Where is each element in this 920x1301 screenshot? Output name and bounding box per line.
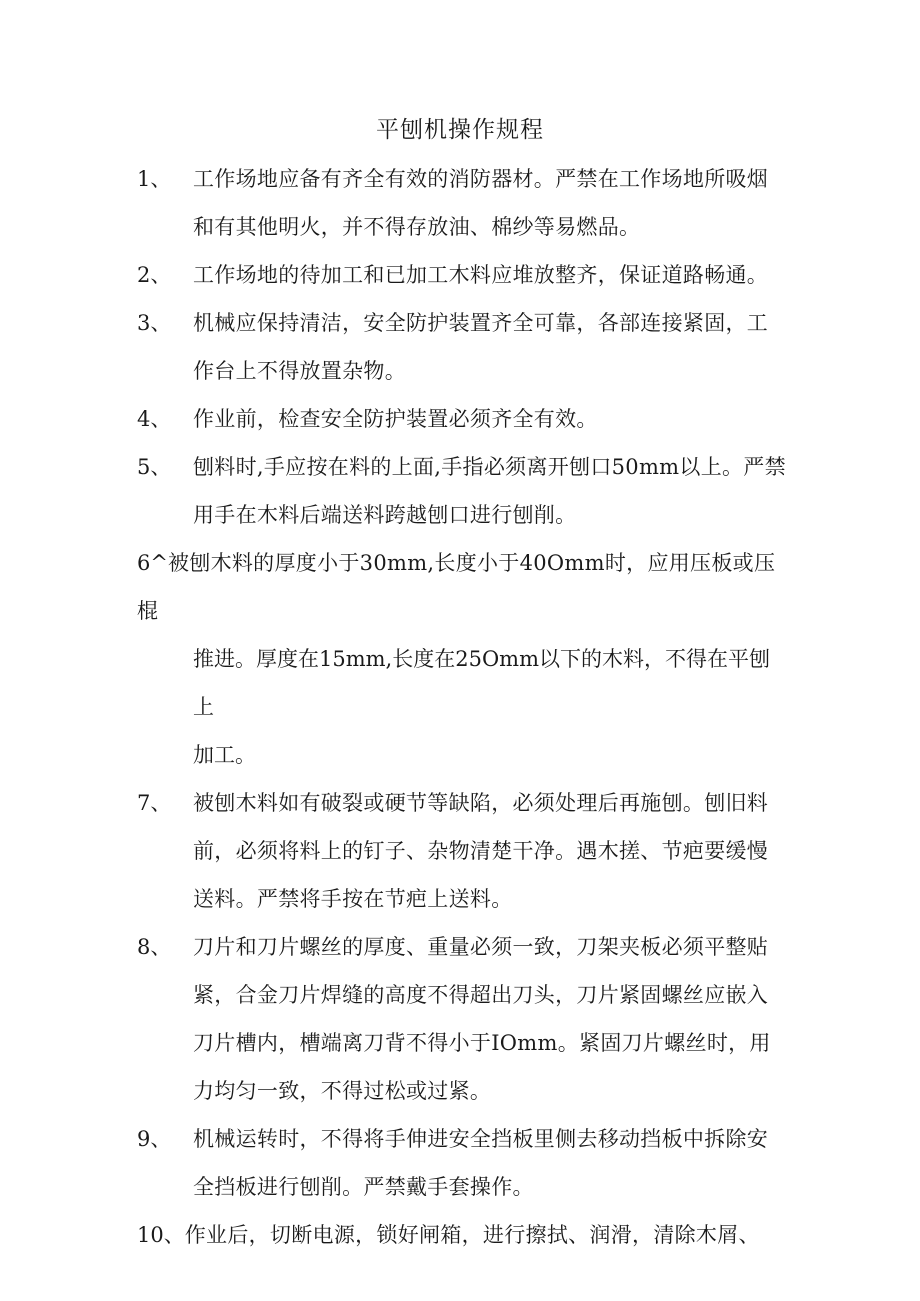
rule-item-1: [0, 155, 920, 251]
rule-item-6: [0, 539, 787, 779]
rule-number: 1、: [137, 167, 172, 191]
rule-text: 工作场地的待加工和已加工木料应堆放整齐，保证道路畅通。: [193, 263, 769, 287]
rule-text: 刨料时,手应按在料的上面,手指必须离开刨口50mm以上。严禁用手在木料后端送料跨越刨口进行刨削。: [193, 455, 786, 527]
rules-list: [0, 155, 920, 1259]
rule-text: 工作场地应备有齐全有效的消防器材。严禁在工作场地所吸烟和有其他明火，并不得存放油、棉纱等易燃品。: [193, 167, 769, 239]
rule-text: 作业前，检查安全防护装置必须齐全有效。: [193, 407, 598, 431]
rule-number: 10、: [137, 1223, 185, 1247]
rule-number: 5、: [137, 455, 172, 479]
rule-text-line-3: 加工。: [193, 743, 256, 767]
rule-text: 作业后，切断电源，锁好闸箱，进行擦拭、润滑，清除木屑、: [184, 1223, 760, 1247]
rule-text: 刀片和刀片螺丝的厚度、重量必须一致，刀架夹板必须平整贴紧，合金刀片焊缝的高度不得超出刀头，刀片紧固螺丝应嵌入刀片槽内，槽端离刀背不得小于IOmm。紧固刀片螺丝时，用力均匀一致，不得过松或过紧。: [193, 935, 771, 1103]
rule-item-4: [0, 395, 920, 443]
rule-number: 9、: [137, 1127, 172, 1151]
rule-text: 机械运转时，不得将手伸进安全挡板里侧去移动挡板中拆除安全挡板进行刨削。严禁戴手套操作。: [193, 1127, 769, 1199]
rule-number: 8、: [137, 935, 172, 959]
rule-item-8: [0, 923, 920, 1115]
rule-item-2: [0, 251, 920, 299]
rule-number: 7、: [137, 791, 172, 815]
rule-text-line-1: 被刨木料的厚度小于30mm,长度小于40Omm时，应用压板或压棍: [137, 551, 776, 623]
rule-item-9: [0, 1115, 920, 1211]
rule-number: 2、: [137, 263, 172, 287]
rule-number: 4、: [137, 407, 172, 431]
rule-item-3: [0, 299, 920, 395]
rule-item-5: [0, 443, 920, 539]
rule-item-10: [0, 1211, 787, 1259]
rule-text: 机械应保持清洁，安全防护装置齐全可靠，各部连接紧固，工作台上不得放置杂物。: [193, 311, 769, 383]
rule-number: 6^: [137, 551, 168, 575]
rule-text-line-2: 推进。厚度在15mm,长度在25Omm以下的木料，不得在平刨上: [193, 647, 770, 719]
rule-number: 3、: [137, 311, 172, 335]
rule-item-7: [0, 779, 920, 923]
page-title: 平刨机操作规程: [376, 117, 544, 143]
rule-text: 被刨木料如有破裂或硬节等缺陷，必须处理后再施刨。刨旧料前，必须将料上的钉子、杂物清楚干净。遇木搓、节疤要缓慢送料。严禁将手按在节疤上送料。: [193, 791, 769, 911]
